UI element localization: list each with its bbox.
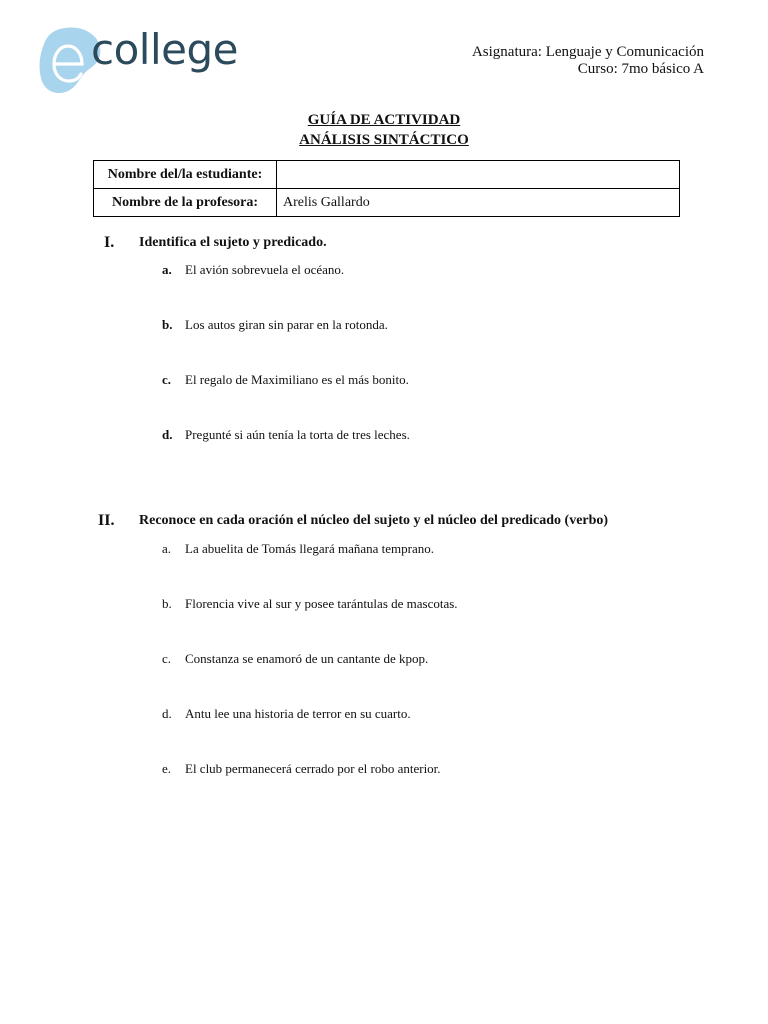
- logo-wordmark: college: [91, 25, 238, 74]
- course-line: Curso: 7mo básico A: [577, 61, 704, 77]
- item-text: El club permanecerá cerrado por el robo anterior.: [185, 761, 441, 776]
- ecollege-logo: [38, 26, 238, 96]
- item-letter: a.: [162, 262, 172, 277]
- title-line-2: ANÁLISIS SINTÁCTICO: [299, 132, 469, 148]
- item-text: El avión sobrevuela el océano.: [185, 262, 345, 277]
- item-letter: c.: [162, 651, 172, 666]
- header-course-info: [472, 44, 704, 78]
- item-text: Antu lee una historia de terror en su cuarto.: [185, 706, 411, 721]
- item-text: Los autos giran sin parar en la rotonda.: [185, 317, 388, 332]
- list-item: [0, 370, 700, 390]
- item-text: Florencia vive al sur y posee tarántulas de mascotas.: [185, 596, 458, 611]
- teacher-name-value: Arelis Gallardo: [277, 189, 680, 217]
- item-letter: d.: [162, 706, 172, 721]
- item-letter: e.: [162, 761, 172, 776]
- table-row: [94, 161, 680, 189]
- section-1-numeral: I.: [104, 234, 115, 251]
- item-letter: b.: [162, 317, 173, 332]
- section-2-title: Reconoce en cada oración el núcleo del sujeto y el núcleo del predicado (verbo): [139, 513, 609, 528]
- section-2-heading: [0, 510, 700, 532]
- item-letter: d.: [162, 427, 173, 442]
- item-letter: a.: [162, 541, 172, 556]
- student-name-label: Nombre del/la estudiante:: [94, 161, 277, 189]
- student-name-field[interactable]: [277, 161, 680, 189]
- list-item: [0, 594, 700, 614]
- item-text: El regalo de Maximiliano es el más bonito.: [185, 372, 409, 387]
- item-letter: b.: [162, 596, 172, 611]
- list-item: [0, 649, 700, 669]
- list-item: [0, 539, 700, 559]
- list-item: [0, 704, 700, 724]
- list-item: [0, 315, 700, 335]
- subject-line: Asignatura: Lenguaje y Comunicación: [471, 44, 704, 60]
- section-1-heading: [0, 232, 700, 254]
- item-text: La abuelita de Tomás llegará mañana temprano.: [185, 541, 434, 556]
- item-text: Constanza se enamoró de un cantante de kpop.: [185, 651, 429, 666]
- list-item: [0, 425, 700, 445]
- title-line-1: GUÍA DE ACTIVIDAD: [307, 112, 461, 128]
- teacher-name-label: Nombre de la profesora:: [94, 189, 277, 217]
- item-text: Pregunté si aún tenía la torta de tres leches.: [185, 427, 410, 442]
- section-2-numeral: II.: [98, 512, 115, 529]
- student-info-table: [93, 160, 680, 217]
- section-1-title: Identifica el sujeto y predicado.: [139, 235, 327, 250]
- table-row: [94, 189, 680, 217]
- list-item: [0, 260, 700, 280]
- item-letter: c.: [162, 372, 172, 387]
- document-title: [0, 110, 768, 150]
- list-item: [0, 759, 700, 779]
